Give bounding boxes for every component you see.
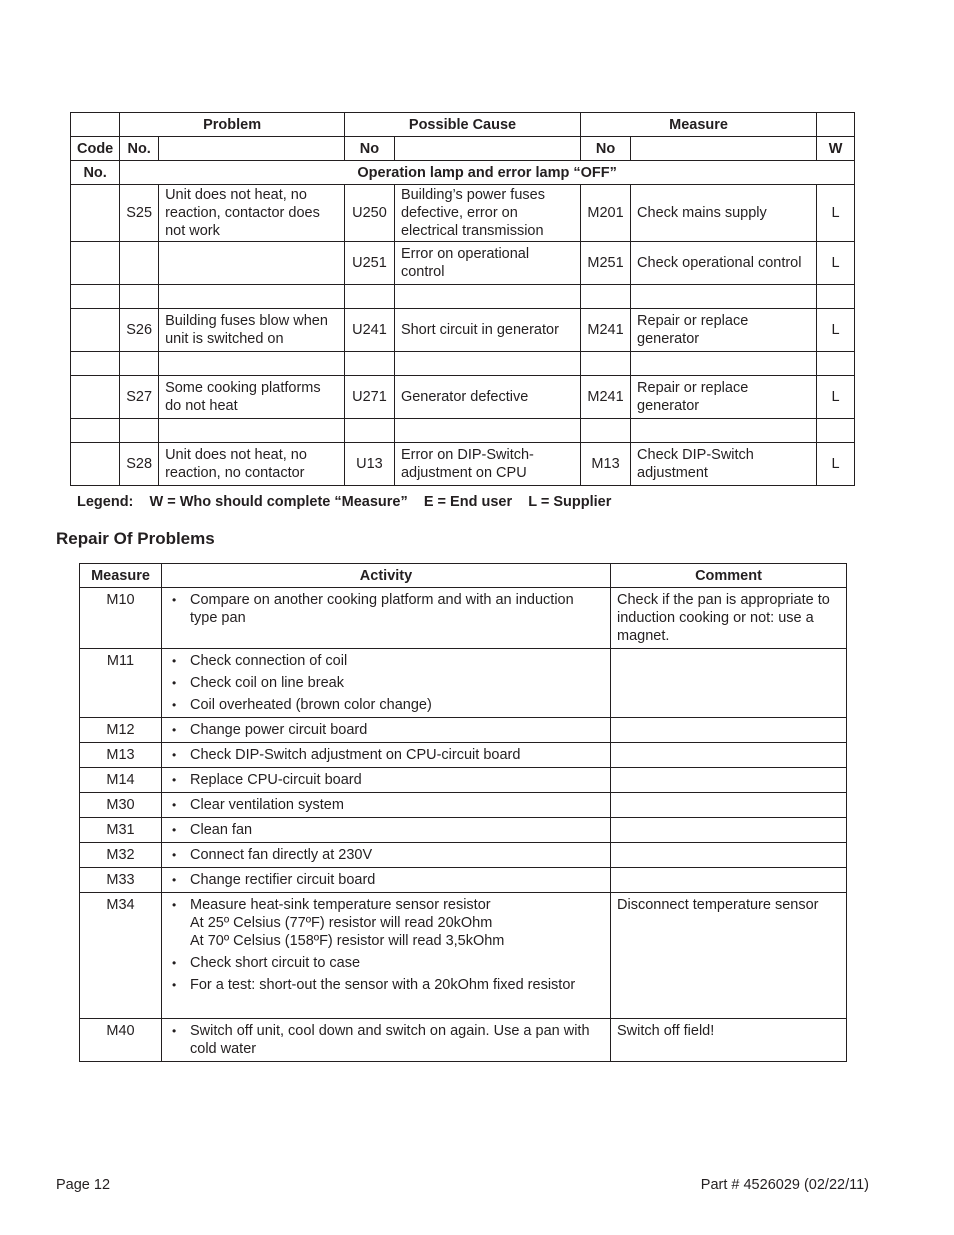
troubleshooting-table [70, 112, 855, 486]
problem-no: S28 [120, 443, 159, 486]
measure-code: M12 [80, 718, 162, 743]
activity-item: • Check connection of coil [168, 652, 604, 670]
header-blank [71, 113, 120, 137]
table-row [80, 868, 847, 893]
problem-no: S27 [120, 376, 159, 419]
cause-no: U271 [344, 376, 394, 419]
header-blank [394, 137, 580, 161]
activity-subline: At 70º Celsius (158ºF) resistor will read 3,5kOhm [190, 933, 505, 949]
comment [611, 793, 847, 818]
table-row [80, 893, 847, 1019]
measure-code: M11 [80, 649, 162, 718]
measure-code: M33 [80, 868, 162, 893]
activity-item: • Change rectifier circuit board [168, 871, 604, 889]
cause-text: Short circuit in generator [394, 309, 580, 352]
measure-text: Check mains supply [631, 185, 817, 242]
legend [77, 494, 611, 510]
repair-table [79, 563, 847, 1062]
table-row [80, 1019, 847, 1062]
measure-code: M40 [80, 1019, 162, 1062]
table-row [80, 718, 847, 743]
table-row [80, 843, 847, 868]
table-row [71, 376, 855, 419]
comment [611, 818, 847, 843]
measure-code: M10 [80, 588, 162, 649]
legend-l: L = Supplier [528, 494, 612, 510]
problem-text [159, 242, 345, 285]
activity-item: • Compare on another cooking platform and with an induction type pan [168, 591, 604, 627]
measure-text: Check operational control [631, 242, 817, 285]
w-value: L [817, 376, 855, 419]
measure-text: Repair or replace generator [631, 309, 817, 352]
cause-no: U241 [344, 309, 394, 352]
header-problem-no: No. [120, 137, 159, 161]
group-row [71, 161, 855, 185]
problem-no: S25 [120, 185, 159, 242]
spacer-row [71, 285, 855, 309]
header-code: Code [71, 137, 120, 161]
activity-item: • Switch off unit, cool down and switch on again. Use a pan with cold water [168, 1022, 604, 1058]
w-value: L [817, 242, 855, 285]
activity-item: • Replace CPU-circuit board [168, 771, 604, 789]
measure-no: M13 [581, 443, 631, 486]
problem-no: S26 [120, 309, 159, 352]
header-row-1 [71, 113, 855, 137]
measure-no: M201 [581, 185, 631, 242]
table-row [71, 185, 855, 242]
activity-item: • Check short circuit to case [168, 954, 604, 972]
table-row [80, 588, 847, 649]
activity-item: • Change power circuit board [168, 721, 604, 739]
table-row [71, 309, 855, 352]
measure-code: M13 [80, 743, 162, 768]
part-number: Part # 4526029 (02/22/11) [700, 1177, 869, 1193]
cause-text: Generator defective [394, 376, 580, 419]
w-value: L [817, 185, 855, 242]
w-value: L [817, 309, 855, 352]
header-possible-cause: Possible Cause [344, 113, 580, 137]
table-row [80, 793, 847, 818]
activity-subline: At 25º Celsius (77ºF) resistor will read 20kOhm [190, 915, 493, 931]
comment: Disconnect temperature sensor [611, 893, 847, 1019]
page-number: Page 12 [56, 1177, 111, 1193]
measure-code: M31 [80, 818, 162, 843]
legend-label: Legend: [77, 494, 134, 510]
code-cell [71, 376, 120, 419]
spacer-row [71, 352, 855, 376]
section-title: Repair Of Problems [56, 529, 215, 548]
repair-header-row [80, 564, 847, 588]
comment [611, 743, 847, 768]
header-cause-no: No [344, 137, 394, 161]
measure-text: Check DIP-Switch adjustment [631, 443, 817, 486]
header-problem: Problem [120, 113, 345, 137]
activity-item: • Check coil on line break [168, 674, 604, 692]
header-measure-no: No [581, 137, 631, 161]
header-blank [817, 113, 855, 137]
table-row [71, 443, 855, 486]
problem-text: Unit does not heat, no reaction, no contactor [159, 443, 345, 486]
measure-no: M241 [581, 309, 631, 352]
activity-item: • Measure heat-sink temperature sensor resistor At 25º Celsius (77ºF) resistor will read 20kOhm At 70º Celsius (158ºF) resistor will read 3,5kOhm [168, 896, 604, 950]
table-row [80, 818, 847, 843]
header-measure: Measure [581, 113, 817, 137]
activity-item: • Clean fan [168, 821, 604, 839]
comment [611, 843, 847, 868]
legend-w: W = Who should complete “Measure” [149, 494, 408, 510]
code-cell [71, 242, 120, 285]
header-blank [159, 137, 345, 161]
header-w: W [817, 137, 855, 161]
cause-text: Error on operational control [394, 242, 580, 285]
activity-item: • For a test: short-out the sensor with a 20kOhm fixed resistor [168, 976, 604, 994]
measure-no: M251 [581, 242, 631, 285]
header-comment: Comment [611, 564, 847, 588]
cause-no: U13 [344, 443, 394, 486]
problem-text: Some cooking platforms do not heat [159, 376, 345, 419]
measure-code: M14 [80, 768, 162, 793]
table-row [80, 649, 847, 718]
spacer-row [71, 419, 855, 443]
comment [611, 868, 847, 893]
header-activity: Activity [162, 564, 611, 588]
table-row [80, 768, 847, 793]
measure-code: M32 [80, 843, 162, 868]
comment: Switch off field! [611, 1019, 847, 1062]
code-cell [71, 185, 120, 242]
activity-item: • Clear ventilation system [168, 796, 604, 814]
activity-item: • Check DIP-Switch adjustment on CPU-circuit board [168, 746, 604, 764]
header-measure: Measure [80, 564, 162, 588]
group-title: Operation lamp and error lamp “OFF” [120, 161, 855, 185]
cause-text: Building’s power fuses defective, error on electrical transmission [394, 185, 580, 242]
problem-text: Unit does not heat, no reaction, contactor does not work [159, 185, 345, 242]
code-cell [71, 309, 120, 352]
legend-e: E = End user [423, 494, 513, 510]
cause-text: Error on DIP-Switch-adjustment on CPU [394, 443, 580, 486]
code-cell [71, 443, 120, 486]
header-blank [631, 137, 817, 161]
table-row [80, 743, 847, 768]
activity-item: • Connect fan directly at 230V [168, 846, 604, 864]
comment: Check if the pan is appropriate to induction cooking or not: use a magnet. [611, 588, 847, 649]
w-value: L [817, 443, 855, 486]
comment [611, 649, 847, 718]
header-code-no: No. [71, 161, 120, 185]
measure-code: M34 [80, 893, 162, 1019]
measure-code: M30 [80, 793, 162, 818]
cause-no: U251 [344, 242, 394, 285]
comment [611, 718, 847, 743]
comment [611, 768, 847, 793]
header-row-2 [71, 137, 855, 161]
measure-text: Repair or replace generator [631, 376, 817, 419]
problem-text: Building fuses blow when unit is switched on [159, 309, 345, 352]
activity-item: • Coil overheated (brown color change) [168, 696, 604, 714]
table-row [71, 242, 855, 285]
cause-no: U250 [344, 185, 394, 242]
problem-no [120, 242, 159, 285]
measure-no: M241 [581, 376, 631, 419]
